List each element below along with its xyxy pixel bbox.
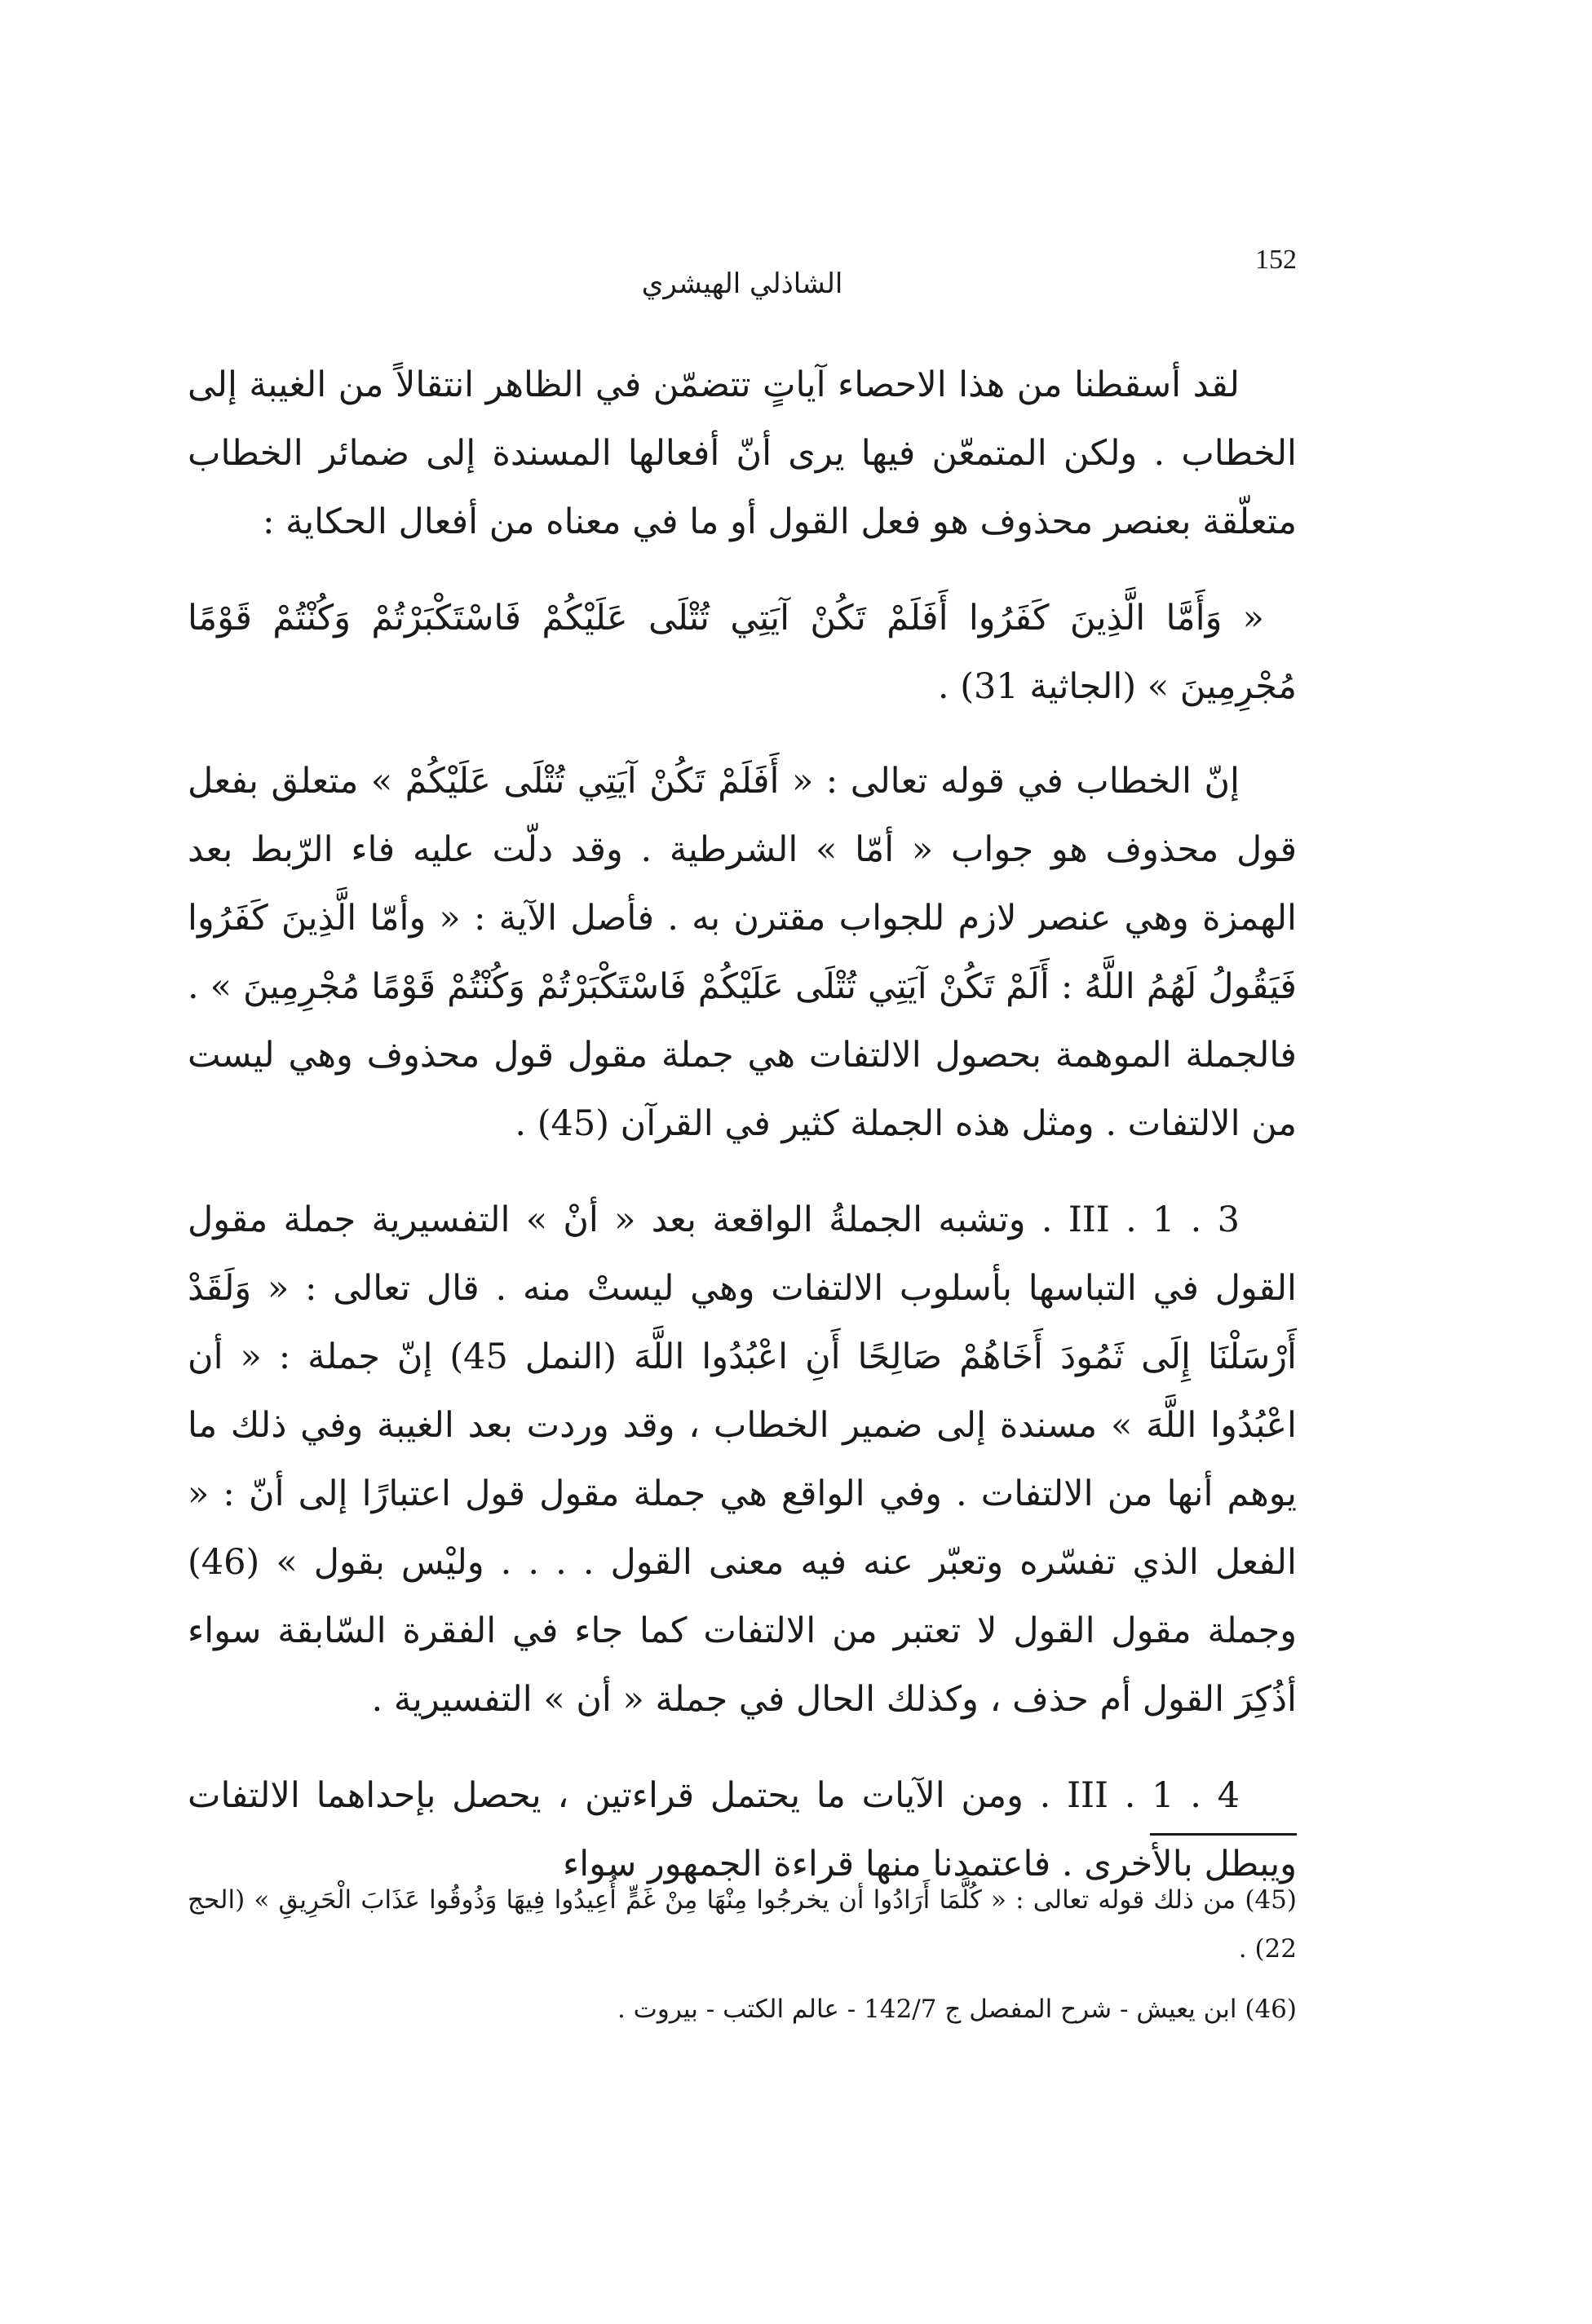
paragraph-section-4: III . 1 . 4 . ومن الآيات ما يحتمل قراءتين ، يحصل بإحداهما الالتفات ويبطل بالأخرى . فاعتمدنا منها قراءة الجمهور سواء (188, 1775, 1297, 1884)
running-head (188, 245, 1297, 310)
paragraph-intro: لقد أسقطنا من هذا الاحصاء آياتٍ تتضمّن في الظاهر انتقالاً من الغيبة إلى الخطاب . ولكن المتمعّن فيها يرى أنّ أفعالها المسندة إلى ضمائر الخطاب متعلّقة بعنصر محذوف هو فعل القول أو ما في معناه من أفعال الحكاية : (188, 365, 1297, 542)
footnote-45: (45) من ذلك قوله تعالى : « كُلَّمَا أَرَادُوا أن يخرجُوا مِنْهَا مِنْ غَمٍّ أُعِيدُوا فِيهَا وَذُوقُوا عَذَابَ الْحَرِيقِ » (الحج 22) . (188, 1885, 1297, 1964)
paragraph-section-3: III . 1 . 3 . وتشبه الجملةُ الواقعة بعد « أنْ » التفسيرية جملة مقول القول في التباسها بأسلوب الالتفات وهي ليستْ منه . قال تعالى : « وَلَقَدْ أَرْسَلْنَا إِلَى ثَمُودَ أَخَاهُمْ صَالِحًا أَنِ اعْبُدُوا اللَّهَ (النمل 45) إنّ جملة : « أن اعْبُدُوا اللَّهَ » مسندة إلى ضمير الخطاب ، وقد وردت بعد الغيبة وفي ذلك ما يوهم أنها من الالتفات . وفي الواقع هي جملة مقول قول اعتبارًا إلى أنّ : « الفعل الذي تفسّره وتعبّر عنه فيه معنى القول . . . . وليْس بقول » (46) وجملة مقول القول لا تعتبر من الالتفات كما جاء في الفقرة السّابقة سواء أذُكِرَ القول أم حذف ، وكذلك الحال في جملة « أن » التفسيرية . (188, 1200, 1297, 1720)
quran-verse-quote: « وَأَمَّا الَّذِينَ كَفَرُوا أَفَلَمْ تَكُنْ آيَتِي تُتْلَى عَلَيْكُمْ فَاسْتَكْبَرْتُمْ وَكُنْتُمْ قَوْمًا مُجْرِمِينَ » (الجاثية 31) . (188, 598, 1297, 707)
paragraph-analysis: إنّ الخطاب في قوله تعالى : « أَفَلَمْ تَكُنْ آيَتِي تُتْلَى عَلَيْكُمْ » متعلق بفعل قول محذوف هو جواب « أمّا » الشرطية . وقد دلّت عليه فاء الرّبط بعد الهمزة وهي عنصر لازم للجواب مقترن به . فأصل الآية : « وأمّا الَّذِينَ كَفَرُوا فَيَقُولُ لَهُمُ اللَّهُ : أَلَمْ تَكُنْ آيَتِي تُتْلَى عَلَيْكُمْ فَاسْتَكْبَرْتُمْ وَكُنْتُمْ قَوْمًا مُجْرِمِينَ » . فالجملة الموهمة بحصول الالتفات هي جملة مقول قول محذوف وهي ليست من الالتفات . ومثل هذه الجملة كثير في القرآن (45) . (188, 761, 1297, 1144)
footnote-divider (1150, 1833, 1297, 1836)
footnotes (188, 1876, 1297, 2045)
page-number: 152 (1255, 245, 1297, 275)
footnote-46: (46) ابن يعيش - شرح المفصل ج 142/7 - عالم الكتب - بيروت . (617, 1995, 1297, 2024)
body-text (188, 351, 1297, 1926)
running-title: الشاذلي الهيشري (641, 267, 843, 300)
